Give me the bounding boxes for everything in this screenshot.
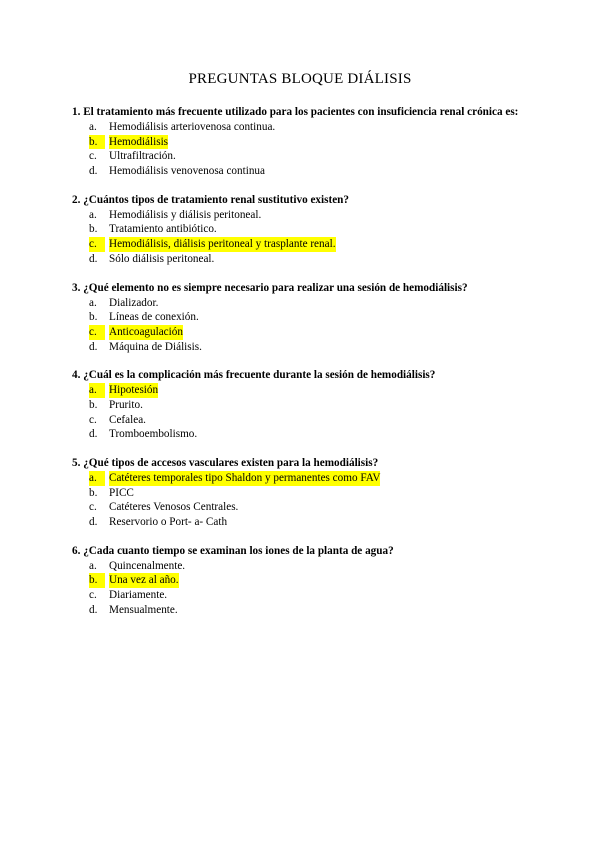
answer-option (72, 252, 542, 267)
answer-option (72, 120, 542, 135)
option-letter: d. (89, 516, 98, 529)
option-text: Hipotesión (109, 384, 159, 397)
option-letter: a. (89, 121, 97, 133)
option-text: Hemodiálisis arteriovenosa continua. (109, 121, 276, 133)
question-block (72, 543, 542, 618)
option-letter: c. (89, 501, 97, 514)
question-block (72, 104, 542, 179)
answer-option (72, 515, 542, 530)
option-list (72, 296, 542, 355)
answer-option (72, 398, 542, 413)
page-title: PREGUNTAS BLOQUE DIÁLISIS (188, 71, 412, 87)
option-text: Tromboembolismo. (109, 428, 198, 441)
answer-option (72, 427, 542, 442)
option-list (72, 120, 542, 179)
option-text: Hemodiálisis, diálisis peritoneal y trasplante renal. (109, 238, 336, 251)
option-letter: d. (89, 340, 98, 353)
question-block (72, 192, 542, 267)
question-text: 2. ¿Cuántos tipos de tratamiento renal sustitutivo existen? (72, 193, 349, 206)
option-list (72, 383, 542, 442)
option-text: Hemodiálisis venovenosa continua (109, 165, 265, 178)
answer-option-highlighted (72, 325, 542, 340)
answer-option-highlighted (72, 383, 542, 398)
option-text: Máquina de Diálisis. (109, 340, 202, 353)
option-list (72, 559, 542, 618)
question-block (72, 455, 542, 530)
option-text: Reservorio o Port- a- Cath (109, 516, 228, 529)
option-letter: b. (89, 135, 105, 150)
answer-option (72, 296, 542, 311)
option-text: Hemodiálisis y diálisis peritoneal. (109, 208, 262, 221)
option-text: Sólo diálisis peritoneal. (109, 252, 215, 265)
answer-option (72, 413, 542, 428)
answer-option (72, 222, 542, 237)
answer-option (72, 149, 542, 164)
answer-option-highlighted (72, 135, 542, 150)
option-text: Catéteres temporales tipo Shaldon y permanentes como FAV (109, 472, 381, 484)
option-text: Una vez al año. (109, 574, 179, 587)
answer-option (72, 340, 542, 355)
option-text: Cefalea. (109, 413, 146, 426)
option-text: Prurito. (109, 398, 143, 411)
answer-option (72, 559, 542, 574)
option-letter: d. (89, 603, 98, 616)
answer-option (72, 588, 542, 603)
answer-option (72, 500, 542, 515)
answer-option (72, 603, 542, 618)
question-text: 4. ¿Cuál es la complicación más frecuente durante la sesión de hemodiálisis? (72, 369, 436, 382)
option-letter: b. (89, 311, 98, 324)
question-block (72, 280, 542, 355)
option-letter: a. (89, 383, 105, 398)
option-text: Quincenalmente. (109, 559, 186, 572)
option-text: Hemodiálisis (109, 135, 169, 148)
option-letter: c. (89, 150, 97, 163)
option-text: PICC (109, 486, 134, 499)
option-text: Tratamiento antibiótico. (109, 223, 217, 236)
option-letter: c. (89, 413, 97, 426)
answer-option-highlighted (72, 237, 542, 252)
option-letter: d. (89, 165, 98, 178)
option-letter: a. (89, 208, 97, 221)
option-letter: a. (89, 296, 97, 309)
option-letter: a. (89, 471, 105, 486)
question-list (72, 104, 542, 631)
question-text: 1. El tratamiento más frecuente utilizado para los pacientes con insuficiencia renal crónica es: (72, 106, 519, 118)
option-letter: b. (89, 398, 98, 411)
option-letter: c. (89, 325, 105, 340)
option-text: Diariamente. (109, 589, 168, 602)
option-text: Mensualmente. (109, 603, 178, 616)
answer-option (72, 164, 542, 179)
option-text: Catéteres Venosos Centrales. (109, 501, 239, 514)
question-block (72, 367, 542, 442)
option-letter: b. (89, 573, 105, 588)
answer-option (72, 486, 542, 501)
answer-option (72, 310, 542, 325)
option-letter: c. (89, 589, 97, 602)
answer-option-highlighted (72, 471, 542, 486)
option-text: Líneas de conexión. (109, 311, 199, 324)
option-letter: c. (89, 237, 105, 252)
option-text: Anticoagulación (109, 325, 183, 338)
option-letter: d. (89, 428, 98, 441)
answer-option-highlighted (72, 573, 542, 588)
option-letter: d. (89, 252, 98, 265)
option-list (72, 208, 542, 267)
option-text: Ultrafiltración. (109, 150, 176, 163)
option-letter: a. (89, 559, 97, 572)
option-letter: b. (89, 486, 98, 499)
option-list (72, 471, 542, 530)
option-text: Dializador. (109, 296, 159, 309)
question-text: 6. ¿Cada cuanto tiempo se examinan los iones de la planta de agua? (72, 544, 394, 557)
answer-option (72, 208, 542, 223)
option-letter: b. (89, 223, 98, 236)
question-text: 5. ¿Qué tipos de accesos vasculares existen para la hemodiálisis? (72, 457, 379, 469)
question-text: 3. ¿Qué elemento no es siempre necesario para realizar una sesión de hemodiálisis? (72, 281, 468, 294)
